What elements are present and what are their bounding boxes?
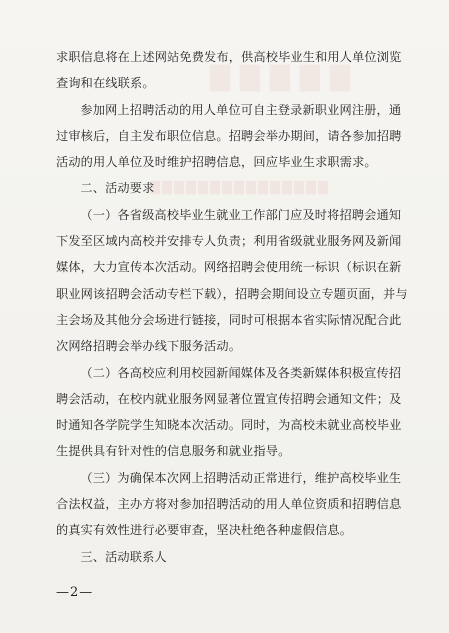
bleed-through-line: ▇▇▇▇▇▇▇▇▇▇▇▇▇▇▇ [150,180,330,195]
para-requirement-2: （二）各高校应利用校园新闻媒体及各类新媒体积极宣传招聘会活动，在校内就业服务网显著位置宣传招聘会通知文件；及时通知各学院学生知晓本次活动。同时，为高校未就业高校毕业生提供具有针对性的信息服务和就业指导。 [56,365,402,459]
heading-contact: 三、活动联系人 [80,549,167,564]
bleed-through-header: ▇▇▇▇▇ [210,62,360,92]
page-number: —2— [56,585,94,600]
heading-activity-requirements: 二、活动要求 [80,181,155,196]
body-text [56,44,408,570]
para-registration: 参加网上招聘活动的用人单位可自主登录新职业网注册，通过审核后，自主发布职位信息。招聘会举办期间，请各参加招聘活动的用人单位及时维护招聘信息，回应毕业生求职需求。 [56,102,402,170]
para-requirement-3: （三）为确保本次网上招聘活动正常进行，维护高校毕业生合法权益，主办方将对参加招聘活动的用人单位资质和招聘信息的真实有效性进行必要审查，坚决杜绝各种虚假信息。 [56,470,402,538]
para-continuation: 求职信息将在上述网站免费发布，供高校毕业生和用人单位浏览查询和在线联系。 [56,50,402,91]
para-requirement-1: （一）各省级高校毕业生就业工作部门应及时将招聘会通知下发至区域内高校并安排专人负责；利用省级就业服务网及新闻媒体，大力宣传本次活动。网络招聘会使用统一标识（标识在新职业网该招聘会活动专栏下载），招聘会期间设立专题页面，并与主会场及其他分会场进行链接，同时可根据本省实际情况配合此次网络招聘会举办线下服务活动。 [56,207,408,354]
